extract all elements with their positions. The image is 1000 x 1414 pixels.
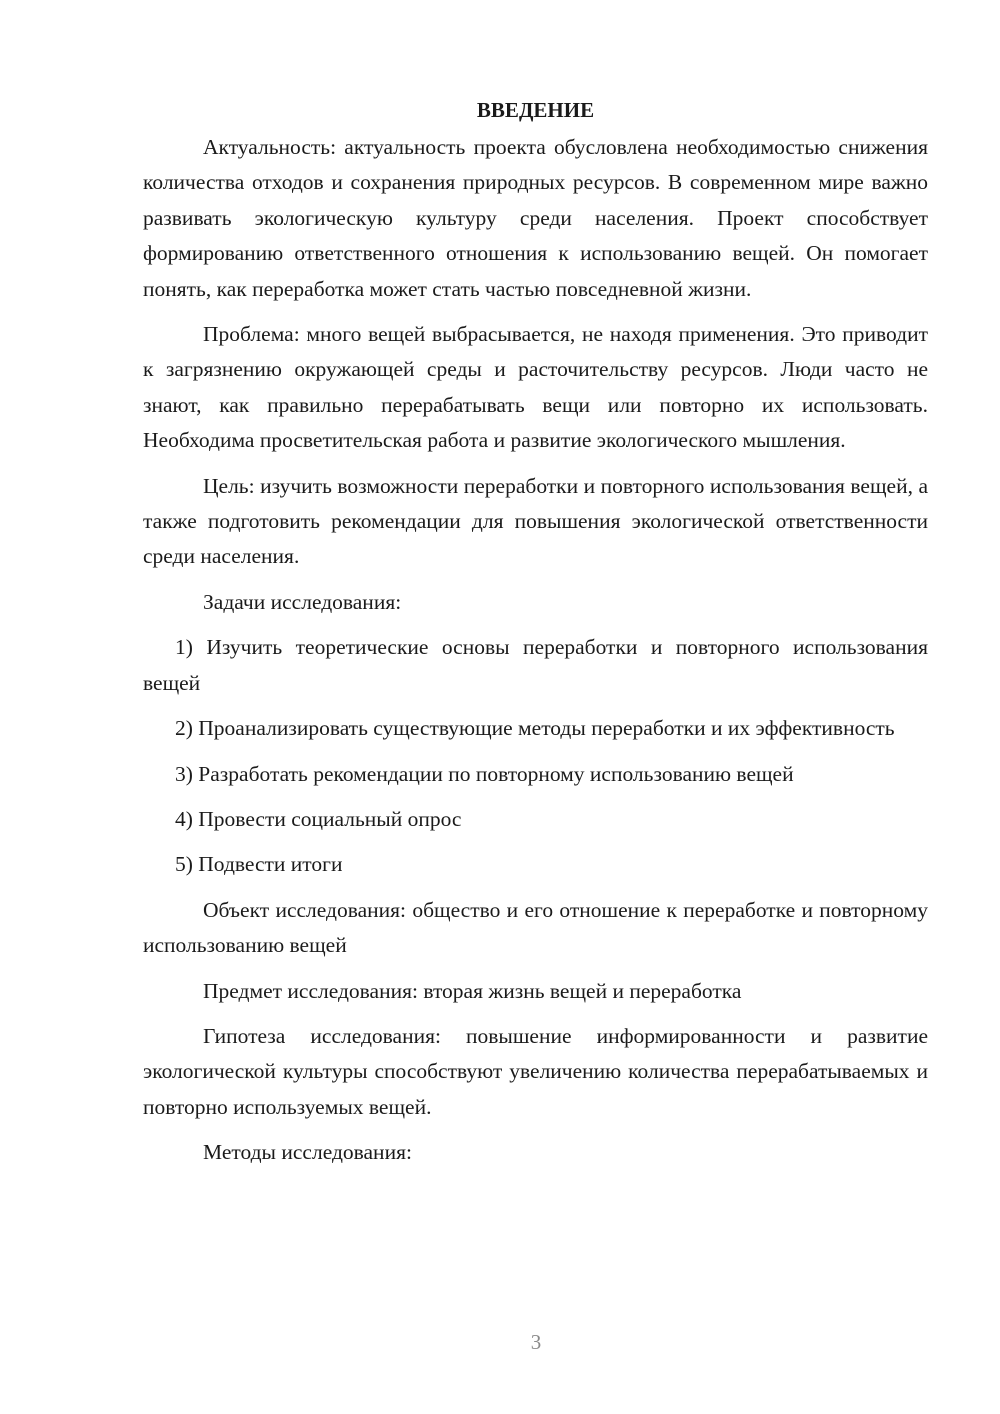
- task-item-4: 4) Провести социальный опрос: [175, 806, 462, 831]
- task-item-3: 3) Разработать рекомендации по повторному использованию вещей: [175, 761, 794, 786]
- task-item-2: 2) Проанализировать существующие методы переработки и их эффективность: [175, 716, 895, 741]
- paragraph-methods: Методы исследования:: [203, 1140, 412, 1165]
- page-number: 3: [530, 1330, 542, 1354]
- paragraph-object: Объект исследования: общество и его отношение к переработке и повторному использованию вещей: [143, 897, 928, 958]
- task-item-1: 1) Изучить теоретические основы переработки и повторного использования вещей: [143, 635, 928, 695]
- paragraph-hypothesis: Гипотеза исследования: повышение информированности и развитие экологической культуры способствуют увеличению количества перерабатываемых и повторно используемых вещей.: [143, 1023, 928, 1119]
- paragraph-problem: Проблема: много вещей выбрасывается, не находя применения. Это приводит к загрязнению окружающей среды и расточительству ресурсов. Люди часто не знают, как правильно перерабатывать вещи или повторно их использовать. Необходима просветительская работа и развитие экологического мышления.: [143, 322, 928, 453]
- task-item-5: 5) Подвести итоги: [175, 852, 343, 877]
- paragraph-subject: Предмет исследования: вторая жизнь вещей и переработка: [203, 978, 742, 1003]
- paragraph-goal: Цель: изучить возможности переработки и повторного использования вещей, а также подготовить рекомендации для повышения экологической ответственности среди населения.: [143, 473, 928, 569]
- paragraph-relevance: Актуальность: актуальность проекта обусловлена необходимостью снижения количества отходов и сохранения природных ресурсов. В современном мире важно развивать экологическую культуру среди населения. Проект способствует формированию ответственного отношения к использованию вещей. Он помогает понять, как переработка может стать частью повседневной жизни.: [143, 135, 928, 301]
- document-page: [143, 92, 928, 1181]
- paragraph-tasks-heading: Задачи исследования:: [203, 589, 402, 614]
- section-title: ВВЕДЕНИЕ: [476, 98, 595, 122]
